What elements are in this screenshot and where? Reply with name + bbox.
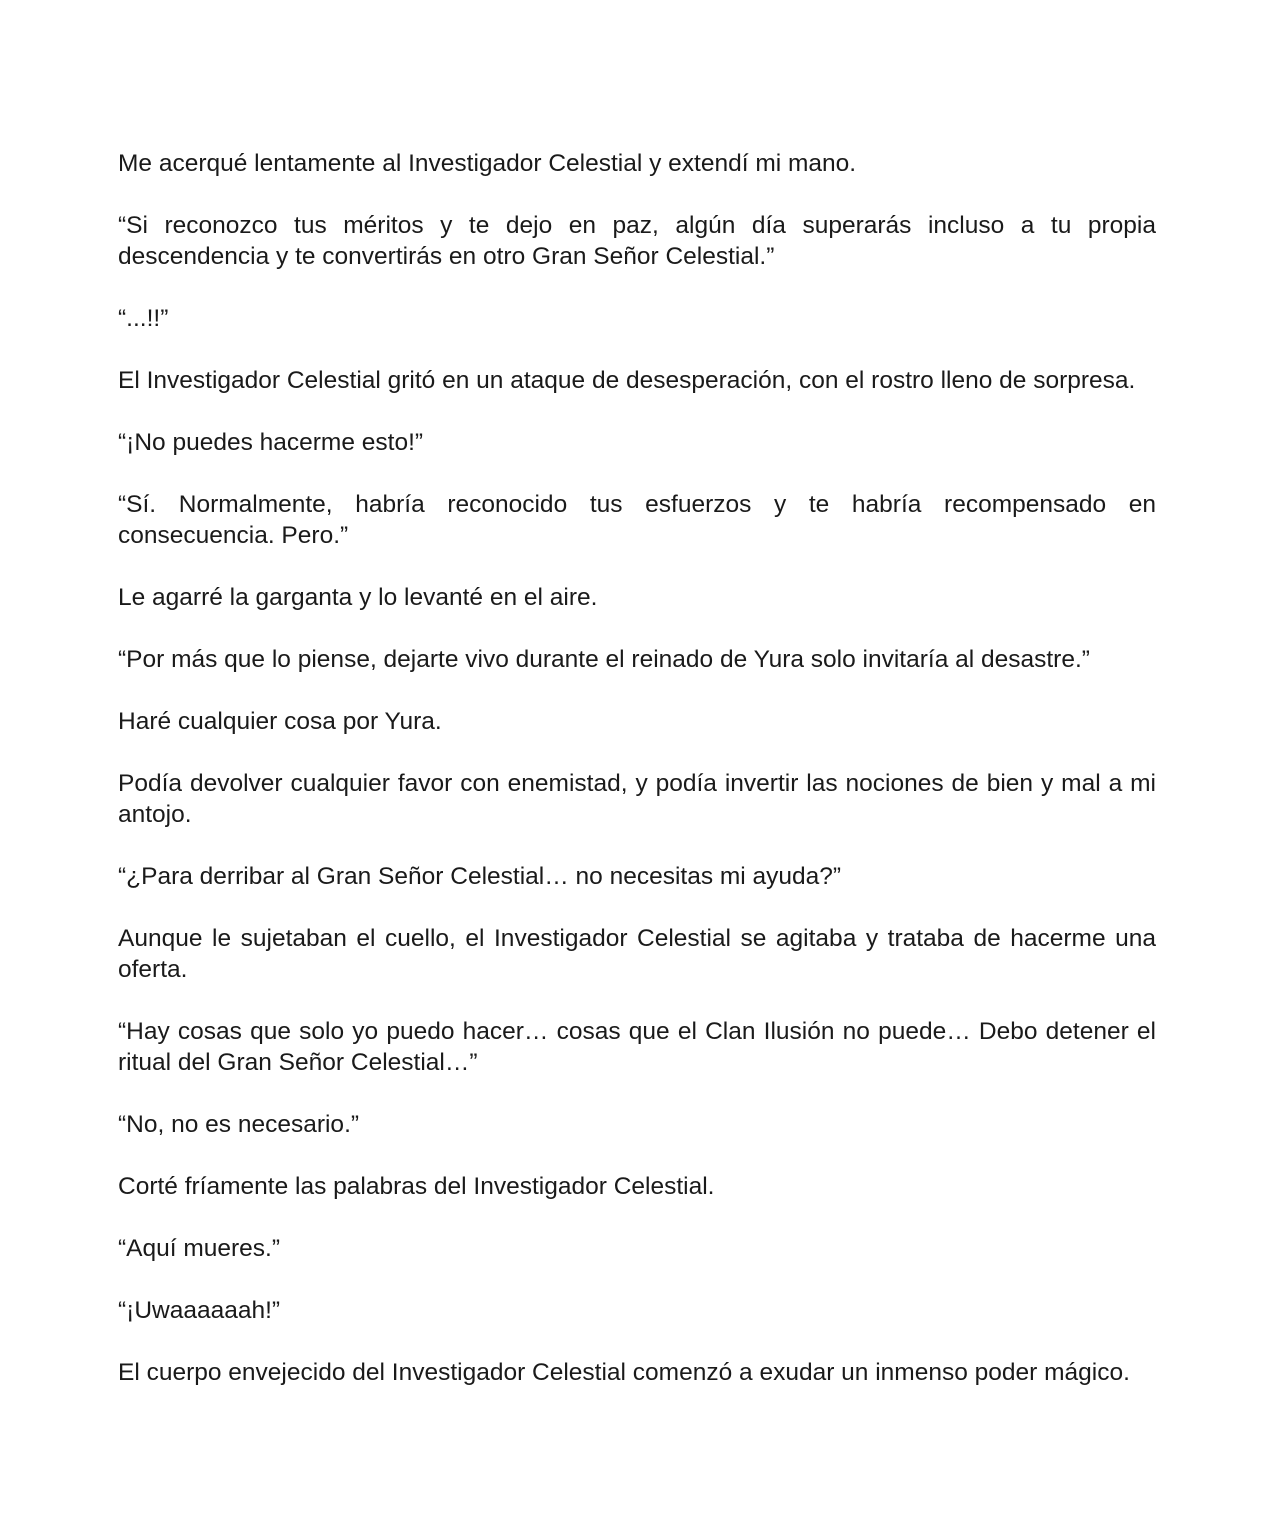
paragraph-13: “Hay cosas que solo yo puedo hacer… cosas que el Clan Ilusión no puede… Debo detener el ritual del Gran Señor Celestial…” — [118, 1018, 1156, 1076]
paragraph-14: “No, no es necesario.” — [118, 1111, 360, 1138]
paragraph-18: El cuerpo envejecido del Investigador Celestial comenzó a exudar un inmenso poder mágico. — [118, 1359, 1130, 1386]
paragraph-17: “¡Uwaaaaaah!” — [118, 1297, 281, 1324]
paragraph-11: “¿Para derribar al Gran Señor Celestial… no necesitas mi ayuda?” — [118, 863, 842, 890]
paragraph-9: Haré cualquier cosa por Yura. — [118, 708, 442, 735]
paragraph-1: Me acerqué lentamente al Investigador Celestial y extendí mi mano. — [118, 150, 857, 177]
paragraph-3: “...!!” — [118, 305, 169, 332]
paragraph-4: El Investigador Celestial gritó en un ataque de desesperación, con el rostro lleno de sorpresa. — [118, 367, 1136, 394]
paragraph-6: “Sí. Normalmente, habría reconocido tus esfuerzos y te habría recompensado en consecuencia. Pero.” — [118, 491, 1156, 549]
paragraph-16: “Aquí mueres.” — [118, 1235, 281, 1262]
paragraph-12: Aunque le sujetaban el cuello, el Investigador Celestial se agitaba y trataba de hacerme una oferta. — [118, 925, 1156, 983]
paragraph-10: Podía devolver cualquier favor con enemistad, y podía invertir las nociones de bien y mal a mi antojo. — [118, 770, 1156, 828]
paragraph-5: “¡No puedes hacerme esto!” — [118, 429, 424, 456]
paragraph-2: “Si reconozco tus méritos y te dejo en paz, algún día superarás incluso a tu propia descendencia y te convertirás en otro Gran Señor Celestial.” — [118, 212, 1156, 270]
paragraph-7: Le agarré la garganta y lo levanté en el aire. — [118, 584, 598, 611]
paragraph-15: Corté fríamente las palabras del Investigador Celestial. — [118, 1173, 715, 1200]
document-page — [118, 148, 1156, 1419]
paragraph-8: “Por más que lo piense, dejarte vivo durante el reinado de Yura solo invitaría al desastre.” — [118, 646, 1090, 673]
